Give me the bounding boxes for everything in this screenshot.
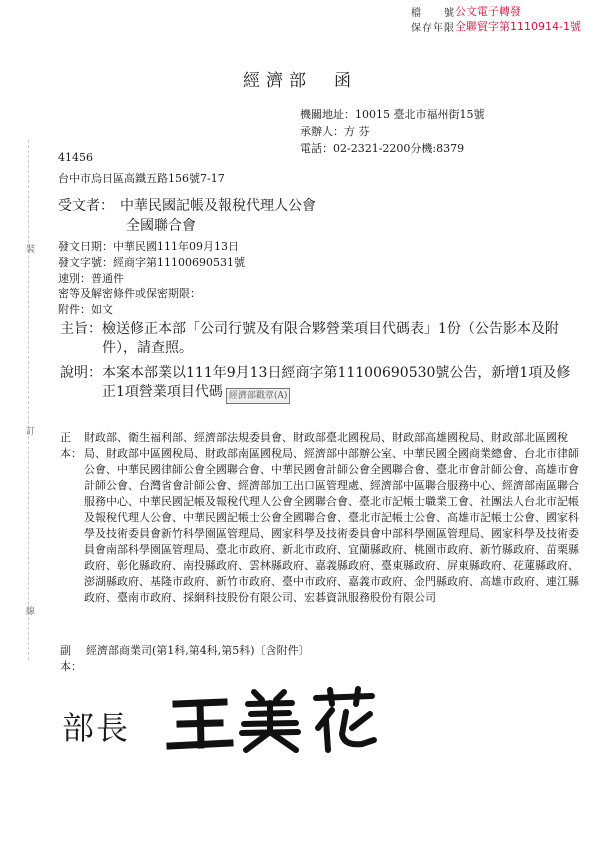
letter-title xyxy=(243,66,357,91)
copy-to-label: 副本： xyxy=(60,644,82,673)
file-number-value: 公文電子轉發 xyxy=(455,5,521,18)
retention-value: 全聯貿字第1110914-1號 xyxy=(455,20,581,33)
binding-mark-top: 裝 xyxy=(26,245,36,255)
minister-signature xyxy=(162,686,384,754)
explanation-section xyxy=(60,364,580,404)
subject-section xyxy=(60,320,560,358)
recipient-name-line1: 中華民國記帳及報稅代理人公會 xyxy=(120,198,316,214)
recipient-label: 受文者： xyxy=(58,198,114,214)
explanation-body xyxy=(102,364,580,404)
binding-line xyxy=(28,140,29,660)
retention-label: 保存年限 xyxy=(411,23,455,34)
distribution-section xyxy=(60,430,580,606)
copy-to-text: 經濟部商業司(第1科,第4科,第5科)〔含附件〕 xyxy=(86,644,310,657)
explanation-label: 說明： xyxy=(60,365,102,381)
binding-mark-middle: 訂 xyxy=(26,427,36,437)
issue-date: 發文日期：中華民國111年09月13日 xyxy=(58,240,239,253)
classification: 密等及解密條件或保密期限： xyxy=(58,287,201,300)
mailing-address: 台中市烏日區高鐵五路156號7-17 xyxy=(58,172,225,185)
contact-person: 承辦人：方 芬 xyxy=(300,125,370,138)
binding-mark-bottom: 線 xyxy=(26,607,36,617)
contact-phone: 電話：02-2321-2200分機:8379 xyxy=(300,142,465,155)
ministry-seal: 經濟部戳章(A) xyxy=(226,388,291,404)
minister-title: 部長 xyxy=(62,709,131,747)
distribution-label: 正本： xyxy=(60,431,82,460)
agency-address: 機關地址：10015 臺北市福州街15號 xyxy=(300,108,485,121)
explanation-text: 本案本部業以111年9月13日經商字第11100690530號公告，新增1項及修正1項營業項目代碼 xyxy=(102,365,571,400)
recipient-name-line2: 全國聯合會 xyxy=(126,218,196,234)
file-number-label: 檔 號 xyxy=(411,8,455,19)
subject-text: 檢送修正本部「公司行號及有限合夥營業項目代碼表」1份（公告影本及附件），請查照。 xyxy=(102,321,559,356)
distribution-list: 財政部、衛生福利部、經濟部法規委員會、財政部臺北國稅局、財政部高雄國稅局、財政部北區國稅局、財政部中區國稅局、財政部南區國稅局、經濟部中部辦公室、中華民國全國商業總會、台北市律師公會、中華民國律師公會全國聯合會、中華民國會計師公會全國聯合會、臺北市會計師公會、高雄市會計師公會、台灣省會計師公會、經濟部加工出口區管理處、經濟部中區聯合服務中心、經濟部南區聯合服務中心、中華民國記帳及報稅代理人公會全國聯合會、臺北市記帳士職業工會、社團法人台北市記帳及報稅代理人公會、中華民國記帳士公會全國聯合會、臺北市記帳士公會、高雄市記帳士公會、國家科學及技術委員會新竹科學園區管理局、國家科學及技術委員會中部科學園區管理局、國家科學及技術委員會南部科學園區管理局、臺北市政府、新北市政府、宜蘭縣政府、桃園市政府、新竹縣政府、苗栗縣政府、彰化縣政府、南投縣政府、雲林縣政府、嘉義縣政府、臺東縣政府、屏東縣政府、花蓮縣政府、澎湖縣政府、基隆市政府、新竹市政府、臺中市政府、嘉義市政府、金門縣政府、高雄市政府、連江縣政府、臺南市政府、採網科技股份有限公司、宏碁資訊服務股份有限公司 xyxy=(84,431,579,604)
copy-to-section xyxy=(60,642,580,674)
issuer-name: 經濟部 xyxy=(243,71,312,91)
postal-code: 41456 xyxy=(58,151,93,164)
subject-label: 主旨： xyxy=(60,321,102,337)
urgency: 速別：普通件 xyxy=(58,272,124,285)
document-type: 函 xyxy=(334,71,357,91)
attachments: 附件：如文 xyxy=(58,303,113,316)
document-number: 發文字號：經商字第11100690531號 xyxy=(58,256,245,269)
